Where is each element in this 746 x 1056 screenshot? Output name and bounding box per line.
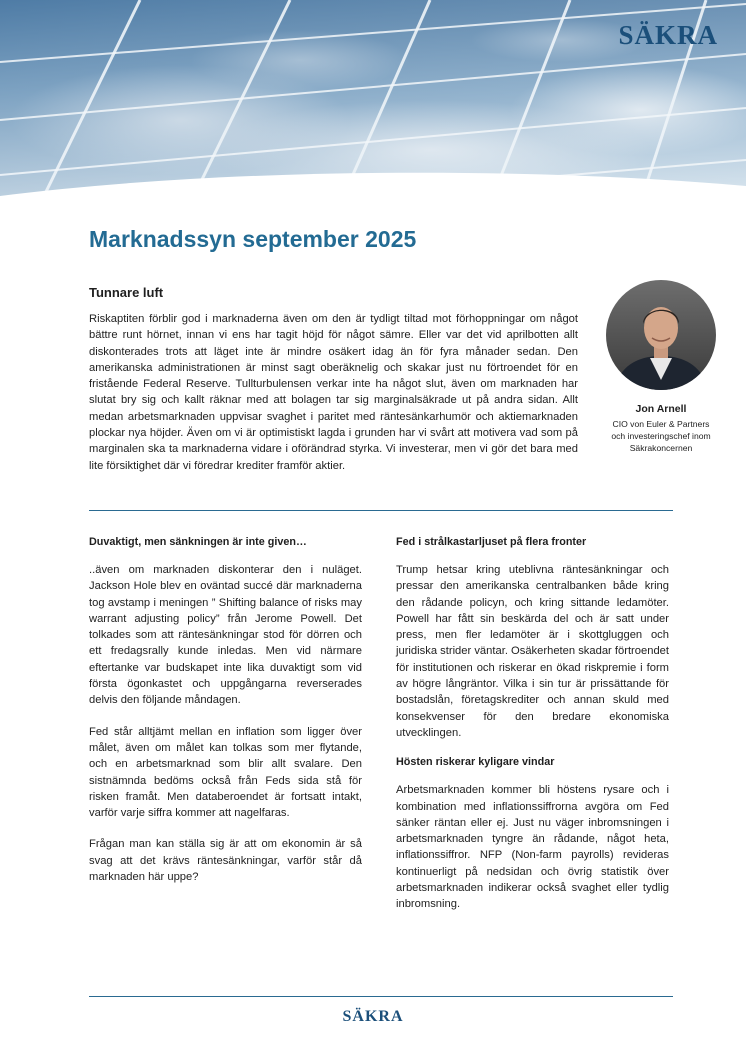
brand-logo: SÄKRA: [618, 20, 718, 50]
paragraph: Arbetsmarknaden kommer bli höstens rysare och i kombination med inflationssiffrorna avgöra om Fed sänker räntan eller ej. Just nu väger inbromsningen i arbetsmarknaden tyngre än rådande, något heta, inflationssiffror. NFP (Non-farm payrolls) revideras kontinuerligt på nedsidan och övrig statistik över arbetsmarknaden indikerar också svaghet eller tydlig inbromsning.: [396, 784, 669, 911]
right-column-heading: Fed i strålkastarljuset på flera fronter: [396, 536, 587, 548]
author-photo: [606, 280, 716, 390]
author-profile: [596, 280, 726, 454]
intro-heading: Tunnare luft: [89, 285, 164, 300]
author-role-line: och investeringschef inom: [611, 431, 711, 441]
author-role-line: CIO von Euler & Partners: [612, 419, 710, 429]
intro-paragraph: Riskaptiten förblir god i marknaderna även om den är tydligt tiltad mot förhoppningar om något bättre runt hörnet, innan vi ens har tagit höjd för något sämre. Eller var det vid aprilbotten allt diskonterades trots att läget inte är mindre osäkert idag än för fyra månader sedan. Den amerikanska administrationen är minst sagt oberäknelig och skakar just nu förtroendet för en fristående Federal Reserve. Tullturbulensen verkar inte ha något slut, även om marknaden har slutat bry sig och kallt räknar med att bolagen tar sig marginalsäkrade ut på andra sidan. Allt medan arbetsmarknaden uppvisar svaghet i paritet med räntesänkarhumör och aktiemarknaden plockar nya höjder. Även om vi är optimistiskt lagda i grunden har vi svårt att motivera vad som på marginalen ska ta marknaderna vidare i oförändrad styrka. Vi investerar, men vi gör det bara med lite försiktighet där vi föredrar krediter framför aktier.: [89, 313, 578, 472]
footer-divider: [89, 996, 673, 997]
page-title: Marknadssyn september 2025: [89, 226, 417, 252]
right-column: [396, 536, 669, 928]
author-name: Jon Arnell: [635, 403, 687, 415]
left-column-heading: Duvaktigt, men sänkningen är inte given…: [89, 536, 307, 548]
paragraph: ..även om marknaden diskonterar den i nuläget. Jackson Hole blev en oväntad succé där marknaderna tog avstamp i meningen ” Shifting balance of risks may warrant adjusting policy” från Jerome Powell. Det tolkades som att räntesänkningar stod för dörren och ett fredagsrally kunde inledas. Men vid närmare eftertanke var budskapet inte lika duvaktigt som vid första ögonkastet och uppgångarna reverserades delvis den följande måndagen.: [89, 564, 362, 707]
paragraph: Trump hetsar kring uteblivna räntesänkningar och pressar den amerikanska centralbanken både kring den rådande policyn, och kring sittande ledamöter. Powell har fått sin beskärda del och är satt under press, men fler ledamöter är i skottgluggen och juridiska strider väntar. Osäkerheten skadar förtroendet för institutionen och riskerar en ökad riskpremie i form av högre långräntor. Vilka i sin tur är prissättande för bostadslån, företagskrediter och annan skuld med konsekvenser för den bredare ekonomiska utvecklingen.: [396, 564, 669, 739]
paragraph: Frågan man kan ställa sig är att om ekonomin är så svag att det krävs räntesänkningar, varför står då marknaden här uppe?: [89, 838, 362, 884]
right-column-subheading: Hösten riskerar kyligare vindar: [396, 756, 555, 769]
paragraph: Fed står alltjämt mellan en inflation som ligger över målet, även om målet kan tolkas som mer flytande, och en arbetsmarknad som blir allt svalare. Den sistnämnda bedöms också från Feds sida stå för risken framåt. Men databeroendet är fortsatt intakt, varför varje siffra kommer att nagelfaras.: [89, 725, 362, 820]
left-column: [89, 536, 362, 900]
author-role-line: Säkrakoncernen: [629, 443, 693, 453]
divider: [89, 510, 673, 511]
footer-logo: SÄKRA: [342, 1008, 404, 1025]
author-role: [596, 418, 726, 454]
